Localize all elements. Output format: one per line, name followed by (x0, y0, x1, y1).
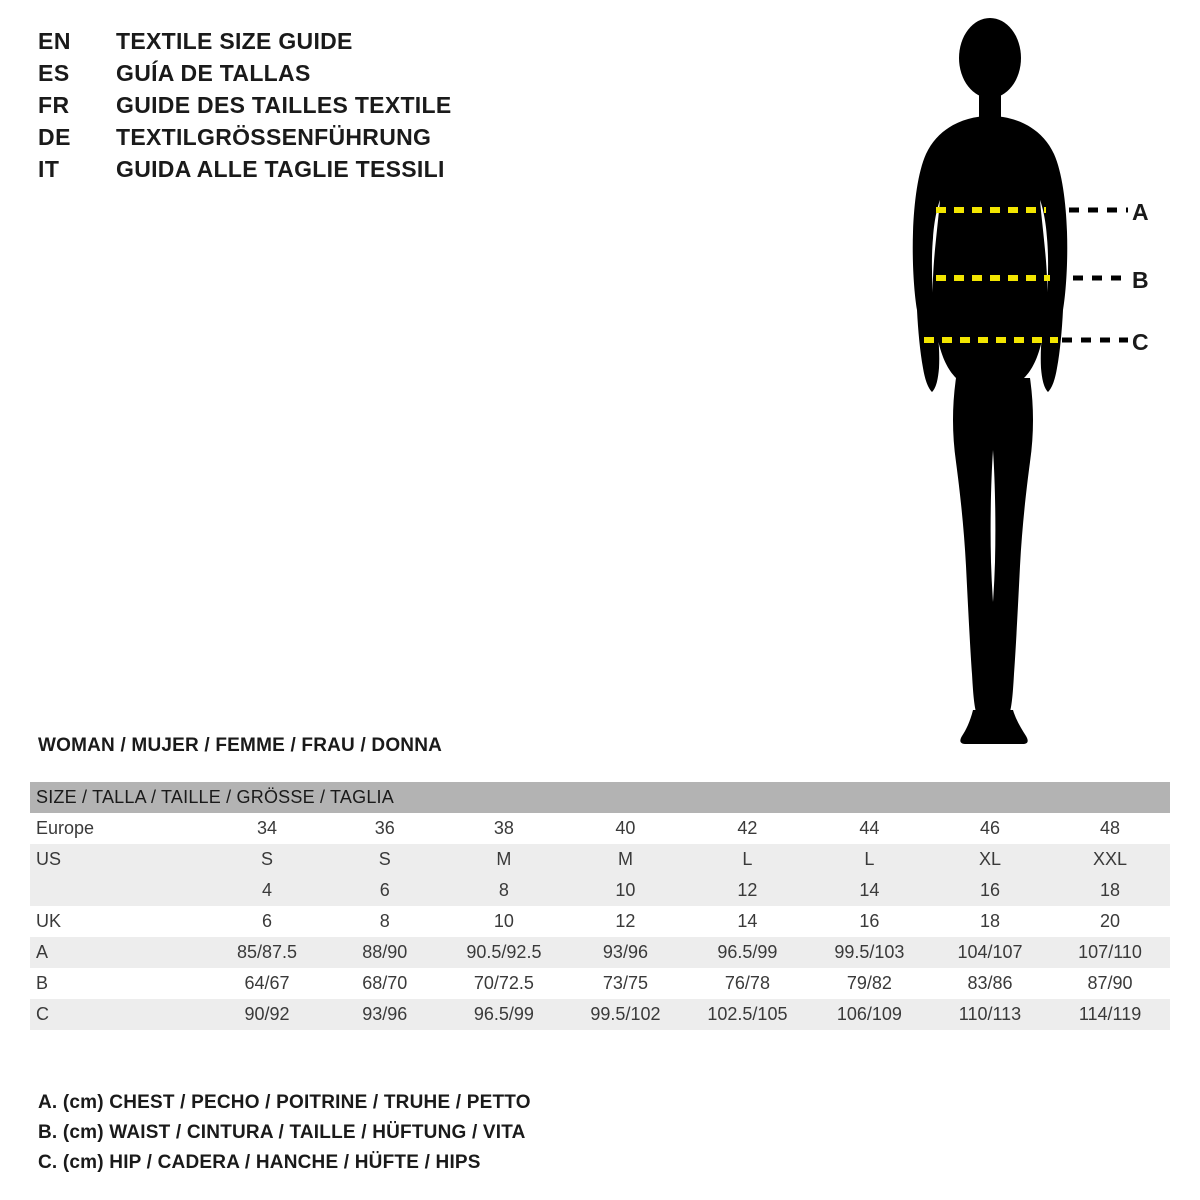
table-cell: 110/113 (930, 999, 1050, 1030)
language-title: GUIDE DES TAILLES TEXTILE (116, 92, 452, 118)
table-cell: 85/87.5 (207, 937, 326, 968)
language-row (38, 60, 658, 92)
table-cell: 12 (565, 906, 686, 937)
section-caption: WOMAN / MUJER / FEMME / FRAU / DONNA (38, 735, 443, 756)
female-silhouette-icon (860, 10, 1190, 750)
table-cell: 99.5/103 (809, 937, 930, 968)
table-row (30, 937, 1170, 968)
table-cell: 36 (327, 813, 443, 844)
table-cell: M (443, 844, 565, 875)
table-cell: S (327, 844, 443, 875)
table-cell: 114/119 (1050, 999, 1170, 1030)
language-code: IT (38, 156, 60, 182)
table-cell: 87/90 (1050, 968, 1170, 999)
table-cell: 93/96 (327, 999, 443, 1030)
table-cell: 10 (565, 875, 686, 906)
table-cell: 38 (443, 813, 565, 844)
language-title: GUÍA DE TALLAS (116, 60, 311, 86)
legend-line-c: C. (cm) HIP / CADERA / HANCHE / HÜFTE / HIPS (38, 1152, 481, 1173)
table-cell: 6 (327, 875, 443, 906)
table-cell: 16 (930, 875, 1050, 906)
table-row (30, 813, 1170, 844)
table-cell: 44 (809, 813, 930, 844)
language-row (38, 92, 658, 124)
table-cell: 96.5/99 (686, 937, 809, 968)
language-title-block (38, 28, 658, 188)
table-cell: 8 (327, 906, 443, 937)
table-cell: 34 (207, 813, 326, 844)
table-cell: 102.5/105 (686, 999, 809, 1030)
table-cell: M (565, 844, 686, 875)
language-title: TEXTILE SIZE GUIDE (116, 28, 353, 54)
legend-line-a: A. (cm) CHEST / PECHO / POITRINE / TRUHE / PETTO (38, 1092, 531, 1113)
table-cell: 104/107 (930, 937, 1050, 968)
table-cell: 18 (1050, 875, 1170, 906)
language-row (38, 28, 658, 60)
table-cell: 12 (686, 875, 809, 906)
table-header-row (30, 782, 1170, 813)
table-cell: XL (930, 844, 1050, 875)
row-label: UK (30, 906, 207, 937)
table-cell: 70/72.5 (443, 968, 565, 999)
table-header-label: SIZE / TALLA / TAILLE / GRÖSSE / TAGLIA (30, 782, 1170, 813)
table-cell: 106/109 (809, 999, 930, 1030)
language-code: ES (38, 60, 70, 86)
table-row (30, 875, 1170, 906)
table-row (30, 968, 1170, 999)
language-code: FR (38, 92, 70, 118)
row-label: Europe (30, 813, 207, 844)
table-cell: 10 (443, 906, 565, 937)
table-cell: 40 (565, 813, 686, 844)
row-label: C (30, 999, 207, 1030)
table-cell: L (809, 844, 930, 875)
table-cell: 8 (443, 875, 565, 906)
table-cell: 16 (809, 906, 930, 937)
table-cell: 64/67 (207, 968, 326, 999)
table-cell: L (686, 844, 809, 875)
row-label: US (30, 844, 207, 875)
table-cell: 14 (809, 875, 930, 906)
body-measurement-figure (860, 10, 1190, 750)
table-cell: 88/90 (327, 937, 443, 968)
table-cell: 68/70 (327, 968, 443, 999)
table-cell: 83/86 (930, 968, 1050, 999)
language-title: TEXTILGRÖSSENFÜHRUNG (116, 124, 432, 150)
language-code: DE (38, 124, 71, 150)
table-row (30, 999, 1170, 1030)
language-row (38, 124, 658, 156)
row-label: B (30, 968, 207, 999)
table-cell: 20 (1050, 906, 1170, 937)
table-cell: 79/82 (809, 968, 930, 999)
callout-label-c: C (1132, 329, 1149, 355)
size-table (30, 782, 1170, 1030)
table-cell: 14 (686, 906, 809, 937)
table-cell: XXL (1050, 844, 1170, 875)
callout-label-a: A (1132, 199, 1149, 225)
table-cell: 42 (686, 813, 809, 844)
table-cell: 76/78 (686, 968, 809, 999)
table-cell: 4 (207, 875, 326, 906)
table-cell: 93/96 (565, 937, 686, 968)
table-cell: 18 (930, 906, 1050, 937)
table-cell: 96.5/99 (443, 999, 565, 1030)
table-cell: 48 (1050, 813, 1170, 844)
measurement-legend (38, 1088, 738, 1178)
legend-line-b: B. (cm) WAIST / CINTURA / TAILLE / HÜFTUNG / VITA (38, 1122, 526, 1143)
table-row (30, 844, 1170, 875)
table-cell: 73/75 (565, 968, 686, 999)
table-cell: S (207, 844, 326, 875)
table-cell: 6 (207, 906, 326, 937)
row-label: A (30, 937, 207, 968)
language-row (38, 156, 658, 188)
table-cell: 46 (930, 813, 1050, 844)
table-cell: 90/92 (207, 999, 326, 1030)
table-cell: 99.5/102 (565, 999, 686, 1030)
table-row (30, 906, 1170, 937)
language-title: GUIDA ALLE TAGLIE TESSILI (116, 156, 445, 182)
callout-label-b: B (1132, 267, 1149, 293)
table-cell: 90.5/92.5 (443, 937, 565, 968)
language-code: EN (38, 28, 71, 54)
table-cell: 107/110 (1050, 937, 1170, 968)
row-label (30, 875, 207, 906)
